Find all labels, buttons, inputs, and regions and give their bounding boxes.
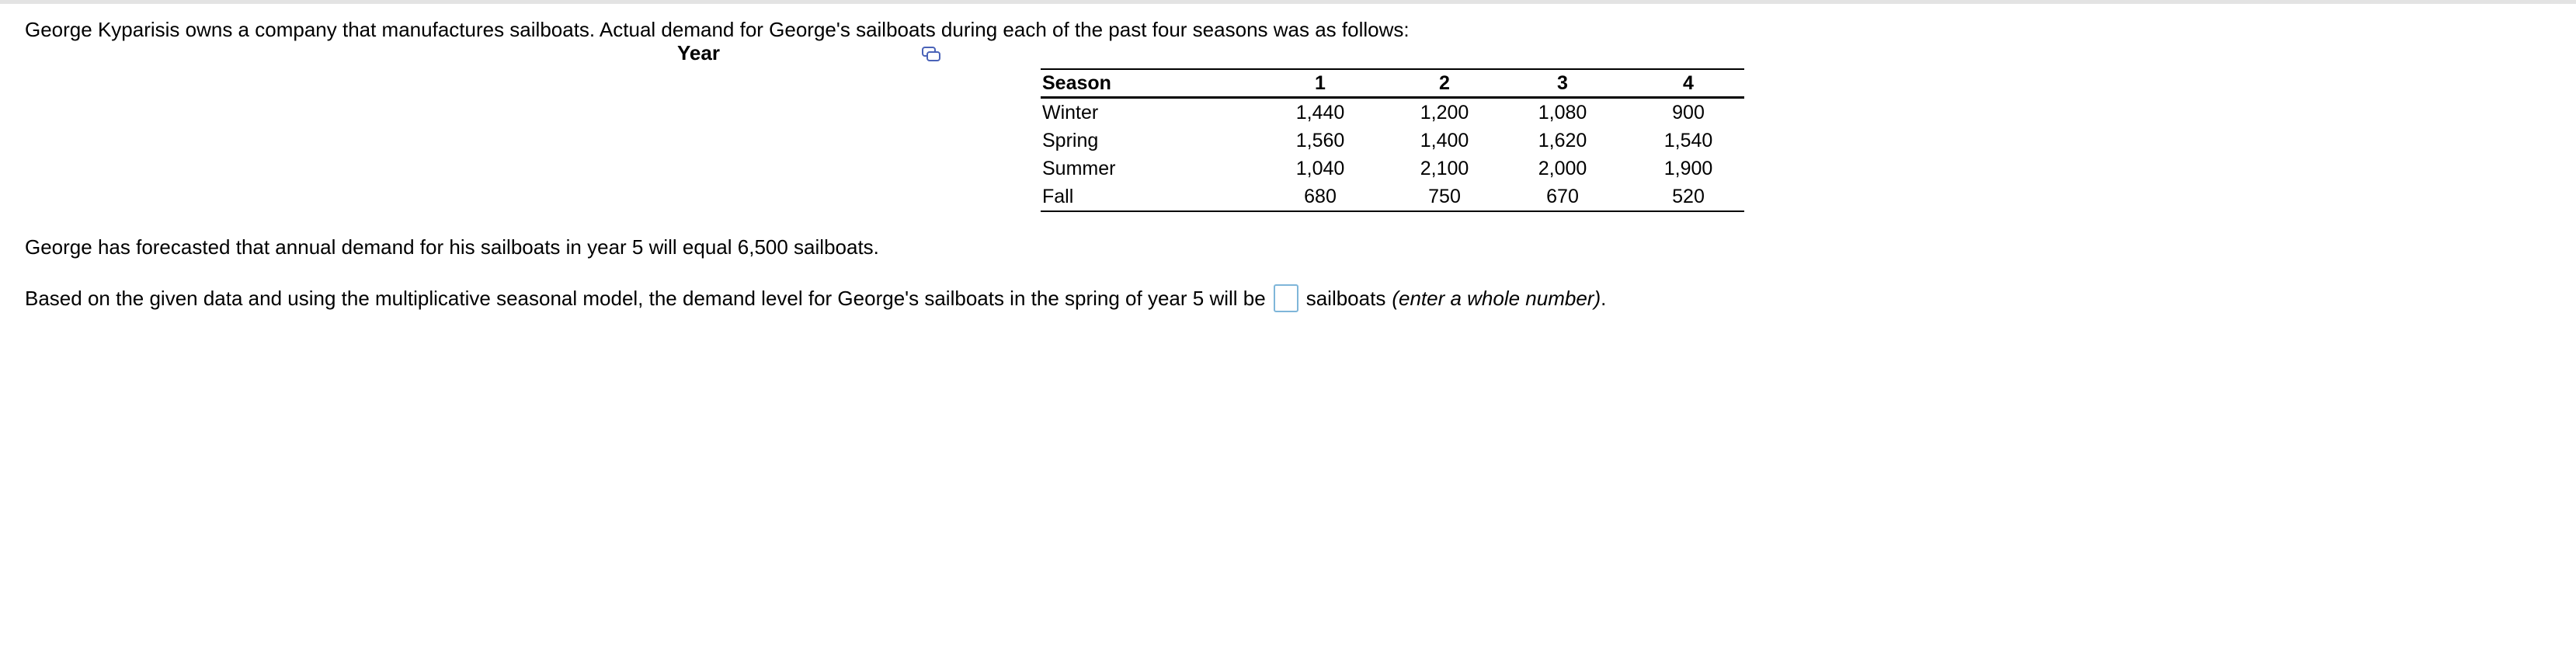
season-cell: Spring <box>1042 129 1099 151</box>
demand-cell: 1,040 <box>1295 157 1345 179</box>
demand-cell: 1,080 <box>1538 101 1587 124</box>
table-row <box>1041 155 1744 183</box>
demand-cell: 1,900 <box>1663 157 1713 179</box>
demand-cell: 670 <box>1493 183 1632 211</box>
table-header-row <box>1041 69 1744 98</box>
year-label: Year <box>677 41 720 64</box>
demand-cell: 1,560 <box>1295 129 1345 151</box>
demand-cell: 680 <box>1244 183 1396 211</box>
year-header: 3 <box>1493 69 1632 98</box>
season-cell: Summer <box>1042 157 1116 179</box>
demand-cell: 1,620 <box>1538 129 1587 151</box>
answer-input[interactable] <box>1274 284 1298 312</box>
demand-cell: 1,540 <box>1663 129 1713 151</box>
season-header: Season <box>1041 69 1244 98</box>
copy-icon[interactable] <box>921 45 941 62</box>
forecast-statement: George has forecasted that annual demand for his sailboats in year 5 will equal 6,500 sailboats. <box>25 235 879 259</box>
answer-hint: (enter a whole number) <box>1392 287 1601 310</box>
year-header: 4 <box>1632 69 1744 98</box>
table-row <box>1041 98 1744 127</box>
question-line <box>25 283 1606 314</box>
demand-cell: 900 <box>1672 101 1705 124</box>
answer-unit: sailboats <box>1305 287 1386 310</box>
table-row <box>1041 183 1744 211</box>
season-cell: Winter <box>1042 101 1099 124</box>
year-header: 2 <box>1396 69 1493 98</box>
season-cell: Fall <box>1041 183 1244 211</box>
demand-table <box>1041 68 1744 212</box>
year-header: 1 <box>1244 69 1396 98</box>
demand-cell: 1,440 <box>1295 101 1345 124</box>
top-border <box>0 0 2576 4</box>
question-period: . <box>1601 287 1607 310</box>
problem-intro: George Kyparisis owns a company that manufactures sailboats. Actual demand for George's sailboats during each of the past four seasons was as follows: <box>25 18 1410 41</box>
demand-cell: 1,200 <box>1420 101 1469 124</box>
question-prefix: Based on the given data and using the multiplicative seasonal model, the demand level for George's sailboats in the spring of year 5 will be <box>25 287 1266 310</box>
demand-cell: 750 <box>1396 183 1493 211</box>
demand-cell: 1,400 <box>1420 129 1469 151</box>
table-row <box>1041 127 1744 155</box>
demand-cell: 2,000 <box>1538 157 1587 179</box>
demand-cell: 520 <box>1632 183 1744 211</box>
demand-cell: 2,100 <box>1420 157 1469 179</box>
